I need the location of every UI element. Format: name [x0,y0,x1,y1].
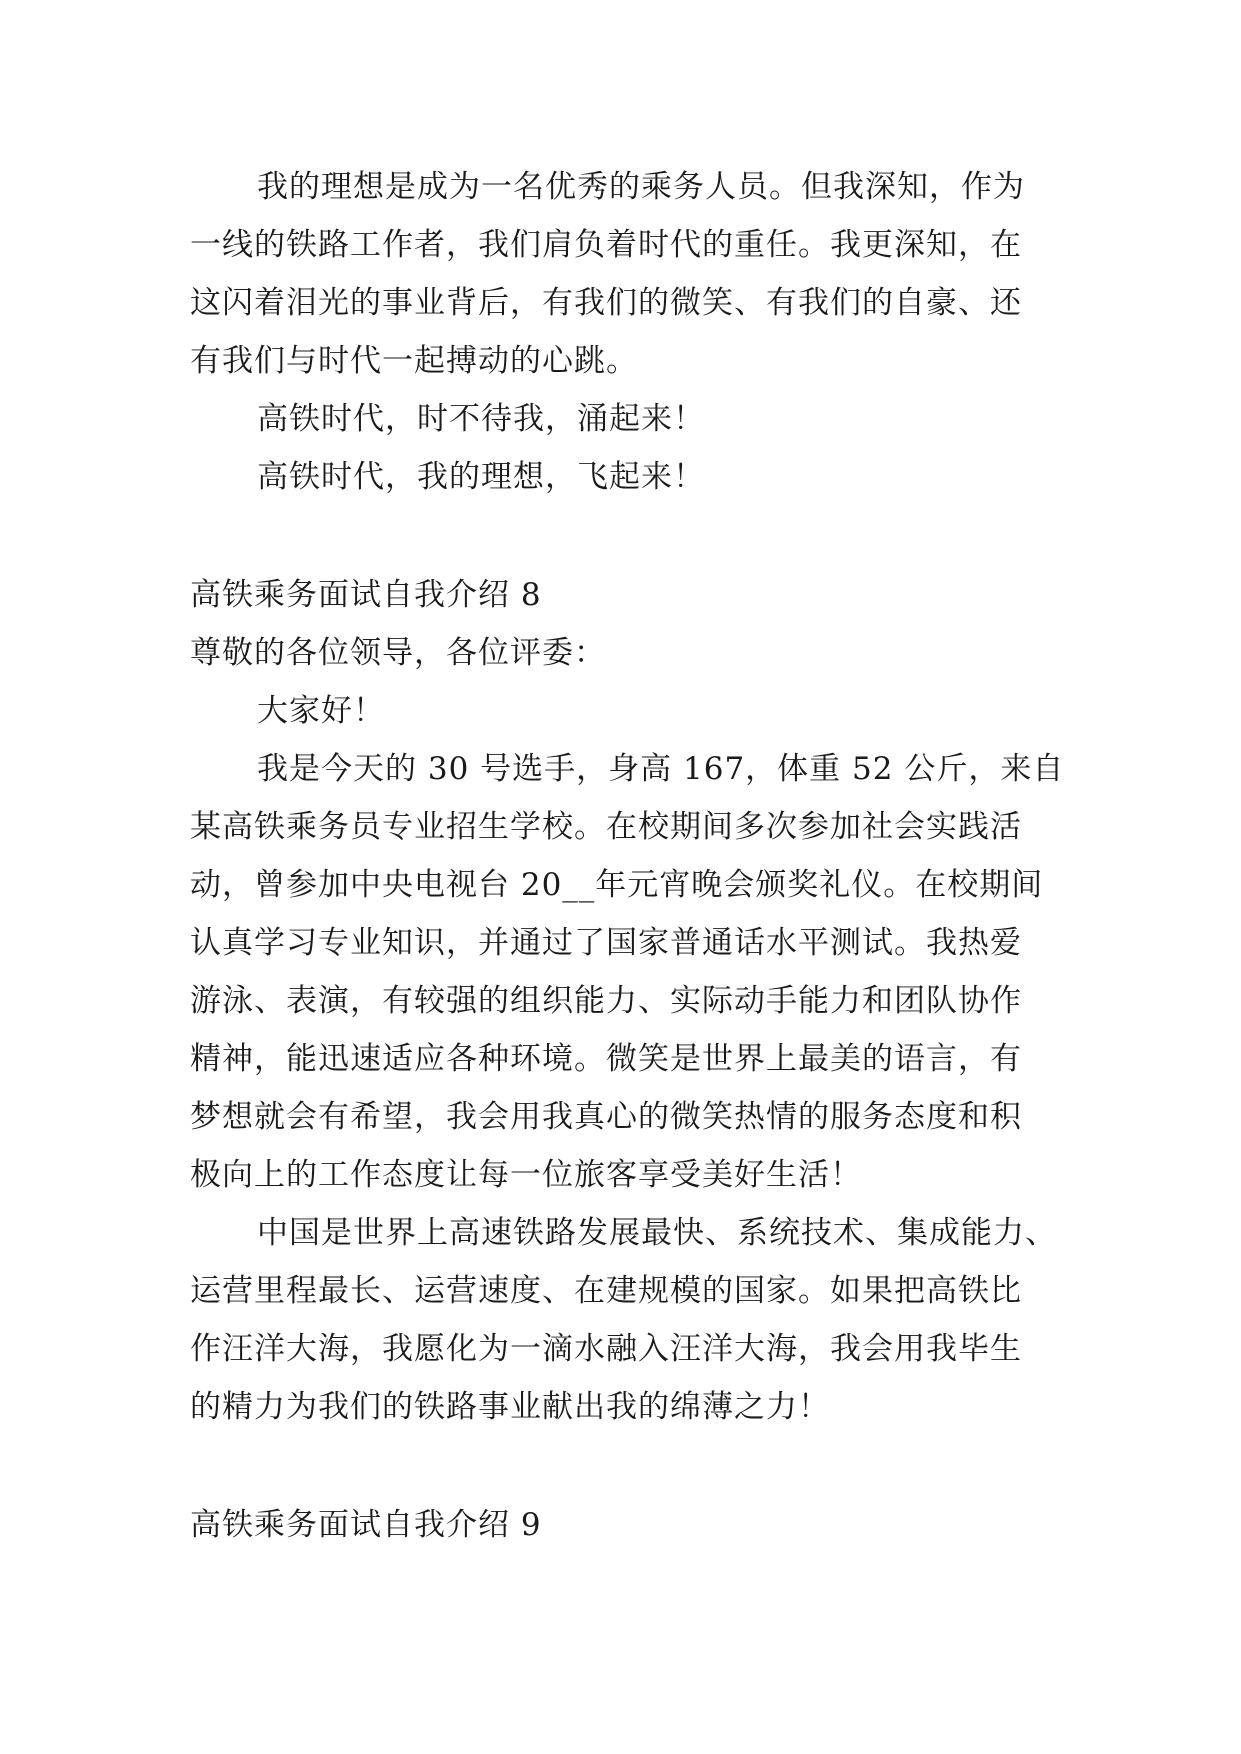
paragraph-line: 游泳、表演，有较强的组织能力、实际动手能力和团队协作 [190,983,1022,1019]
paragraph-line: 动，曾参加中央电视台 20__年元宵晚会颁奖礼仪。在校期间 [190,867,1044,903]
salutation: 尊敬的各位领导，各位评委： [190,635,606,671]
paragraph-line: 作汪洋大海，我愿化为一滴水融入汪洋大海，我会用我毕生 [190,1331,1022,1367]
paragraph-line: 的精力为我们的铁路事业献出我的绵薄之力！ [190,1389,830,1425]
paragraph-line: 梦想就会有希望，我会用我真心的微笑热情的服务态度和积 [190,1099,1022,1135]
paragraph-line: 中国是世界上高速铁路发展最快、系统技术、集成能力、 [257,1215,1057,1251]
section-heading: 高铁乘务面试自我介绍 8 [190,577,542,613]
paragraph-line: 高铁时代，我的理想，飞起来！ [257,459,705,495]
paragraph-line: 运营里程最长、运营速度、在建规模的国家。如果把高铁比 [190,1273,1022,1309]
paragraph-line: 这闪着泪光的事业背后，有我们的微笑、有我们的自豪、还 [190,285,1022,321]
paragraph-line: 高铁时代，时不待我，涌起来！ [257,401,705,437]
paragraph-line: 我的理想是成为一名优秀的乘务人员。但我深知，作为 [257,169,1025,205]
paragraph-line: 我是今天的 30 号选手，身高 167，体重 52 公斤，来自 [257,751,1065,787]
paragraph-line: 一线的铁路工作者，我们肩负着时代的重任。我更深知，在 [190,227,1022,263]
paragraph-line: 认真学习专业知识，并通过了国家普通话水平测试。我热爱 [190,925,1022,961]
section-heading: 高铁乘务面试自我介绍 9 [190,1507,542,1543]
paragraph-line: 有我们与时代一起搏动的心跳。 [190,343,638,379]
greeting: 大家好！ [257,693,385,729]
paragraph-line: 极向上的工作态度让每一位旅客享受美好生活！ [190,1157,862,1193]
paragraph-line: 精神，能迅速适应各种环境。微笑是世界上最美的语言，有 [190,1041,1022,1077]
paragraph-line: 某高铁乘务员专业招生学校。在校期间多次参加社会实践活 [190,809,1022,845]
